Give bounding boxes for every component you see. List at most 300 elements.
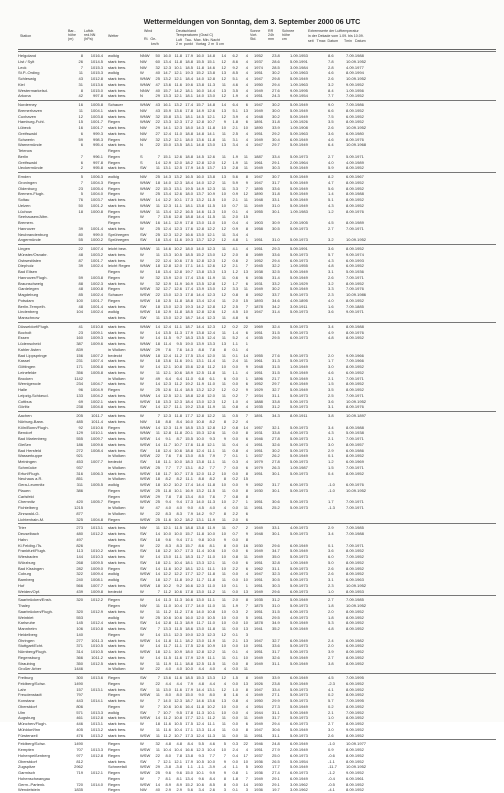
temp-night: 12.3: [207, 185, 215, 191]
temp-night: 11.5: [207, 487, 215, 493]
temp-min: 14.5: [196, 165, 204, 171]
temp-ground: 11: [221, 231, 226, 237]
precipitation: 3.9: [232, 113, 238, 119]
station-name: Bendorf: [18, 430, 33, 436]
wind-direction: NW: [140, 136, 147, 142]
temp-dewpoint: 9.4: [176, 499, 182, 505]
station-name: Westermarkelsd.: [18, 87, 48, 93]
temp-ground: 8: [223, 775, 226, 781]
wind-direction: WNW: [140, 81, 151, 87]
extreme-tmin: 1.2: [328, 459, 334, 464]
station-name: Aachen: [18, 413, 32, 418]
temp-max: 17.6: [185, 225, 193, 231]
temp-ground: 12: [221, 251, 226, 257]
temp-max: 19.3: [185, 70, 193, 76]
temp-min: 14.0: [196, 76, 204, 81]
temp-air: 2.9: [165, 787, 171, 793]
extreme-tmax: 29.6: [272, 588, 280, 594]
wind-direction: NW: [140, 603, 147, 608]
wind-direction: WSW: [140, 436, 151, 441]
extreme-tmax: 33.9: [272, 125, 280, 130]
temp-air: 9.1: [165, 436, 171, 441]
snow-depth: 11: [243, 202, 248, 208]
temp-max: 19.5: [185, 185, 193, 191]
snow-depth: 9: [245, 364, 248, 369]
temp-max: 19.6: [185, 81, 193, 87]
temp-air: 13.1: [163, 631, 171, 637]
precipitation: 2.4: [232, 358, 238, 364]
table-row: [18, 733, 496, 739]
wind-direction: SW: [140, 231, 147, 237]
temp-air: 12.7: [163, 404, 171, 410]
temp-ground: 10: [221, 608, 226, 614]
weather: stark bew.: [108, 303, 127, 309]
snow-depth: 7: [245, 603, 248, 608]
extreme-tmin-date: 6.09.1963: [346, 577, 364, 582]
temp-air: 15.3: [163, 185, 171, 191]
pressure: 1009.6: [90, 441, 103, 447]
extreme-tmin-date: 8.09.1952: [346, 747, 364, 752]
wind-speed: 11: [155, 208, 160, 214]
temp-min: 4.8: [198, 680, 204, 686]
temp-ground: 12: [221, 225, 226, 231]
temp-min: 8.2: [198, 464, 204, 470]
extreme-tmin-date: 7.09.1885: [346, 303, 364, 309]
station-height: 104: [76, 309, 83, 315]
temp-dewpoint: 9.5: [176, 709, 182, 715]
snow-depth: 5: [245, 764, 248, 770]
extreme-tmax-date: 5.09.1949: [290, 387, 308, 392]
pressure: 1007.4: [90, 358, 103, 364]
extreme-since: 1936: [254, 758, 263, 764]
extreme-tmin: 2.7: [328, 597, 334, 603]
precipitation: 2.0: [232, 516, 238, 522]
snow-depth: 4: [245, 76, 248, 81]
temp-ground: 11: [221, 649, 226, 654]
extreme-tmin: 2.3: [328, 582, 334, 588]
extreme-tmax-date: 5.09.1973: [290, 251, 308, 257]
extreme-since: 1951: [254, 614, 263, 620]
temp-min: 10.0: [196, 436, 204, 441]
weather: stark bew.: [108, 654, 127, 660]
temp-dewpoint: 12.8: [174, 269, 182, 274]
station-height: 7: [80, 153, 83, 159]
temp-max: 15.5: [185, 436, 193, 441]
station-height: 7: [80, 179, 83, 185]
wind-speed: 16: [155, 220, 160, 225]
extreme-tmin-date: 10.09.1968: [346, 142, 367, 148]
temp-air: 14.0: [163, 698, 171, 703]
temp-dewpoint: 10.7: [174, 548, 182, 554]
group-divider: [18, 739, 496, 740]
temp-ground: 11: [221, 404, 226, 410]
extreme-tmin-date: 7.09.1995: [346, 698, 364, 703]
weather: stark bew.: [108, 197, 127, 202]
extreme-tmin: 4.7: [328, 179, 334, 185]
precipitation: 0.0: [232, 643, 238, 649]
temp-dewpoint: 7.8: [176, 493, 182, 499]
wind-speed: 14: [155, 654, 160, 660]
temp-max: 15.0: [185, 692, 193, 698]
extreme-tmax: 33.6: [272, 251, 280, 257]
extreme-since: 1951: [254, 582, 263, 588]
wind-direction: NW: [140, 58, 147, 64]
precipitation: 2.2: [232, 510, 238, 516]
extreme-tmin-date: 8.09.1952: [346, 548, 364, 554]
extreme-tmin: 1.0: [328, 588, 334, 594]
temp-night: 10.9: [207, 191, 215, 197]
pressure: 1006.8: [90, 364, 103, 369]
wind-speed: 7: [157, 153, 160, 159]
station-name: Leinefelde: [18, 369, 37, 375]
wind-speed: 11: [155, 202, 160, 208]
extreme-tmin: 3.0: [328, 726, 334, 732]
station-height: 43: [78, 76, 83, 81]
temp-max: 17.7: [185, 715, 193, 721]
temp-air: 13.0: [163, 554, 171, 559]
temp-night: 8.4: [209, 775, 215, 781]
extreme-tmax: 29.1: [272, 781, 280, 787]
temp-ground: 9: [223, 770, 226, 775]
wind-direction: SW: [140, 559, 147, 565]
table-row: [18, 315, 496, 321]
extreme-since: 1979: [254, 459, 263, 464]
extreme-since: 1949: [254, 715, 263, 721]
temp-night: 11.0: [207, 220, 215, 225]
extreme-tmax-date: 5.09.1973: [290, 447, 308, 453]
pressure: 1014.0: [90, 781, 103, 787]
extreme-tmin-date: 8.09.1952: [346, 660, 364, 666]
extreme-since: 1949: [254, 548, 263, 554]
wind-speed: 11: [155, 747, 160, 752]
temp-ground: 4: [223, 680, 226, 686]
temp-max: 18.0: [185, 125, 193, 130]
station-name: Konstanz: [18, 698, 35, 703]
extreme-since: 1947: [254, 309, 263, 315]
extreme-since: 1878: [254, 303, 263, 309]
snow-depth: 10: [243, 309, 248, 315]
temp-dewpoint: 12.6: [174, 286, 182, 292]
temp-max: 16.6: [185, 231, 193, 237]
temp-dewpoint: 11.8: [174, 309, 182, 315]
station-name: Seehausen/Altm.: [18, 214, 49, 220]
snow-depth: 4: [245, 142, 248, 148]
extreme-since: 1937: [254, 752, 263, 758]
temp-dewpoint: 11.8: [174, 58, 182, 64]
temp-dewpoint: 10.1: [174, 64, 182, 70]
extreme-tmax-date: 6.09.1949: [290, 381, 308, 387]
table-row: [18, 165, 496, 171]
extreme-tmin: 4.0: [328, 297, 334, 303]
extreme-tmin-date: 8.09.1952: [346, 179, 364, 185]
extreme-since: 1951: [254, 93, 263, 99]
precipitation: 0.9: [232, 225, 238, 231]
extreme-tmin: 3.0: [328, 364, 334, 369]
station-name: Nürnberg/Flugh.: [18, 649, 47, 654]
temp-min: 12.8: [196, 309, 204, 315]
weather: stark bew.: [108, 125, 127, 130]
station-name: Cuxhaven: [18, 113, 37, 119]
temp-ground: 13: [221, 107, 226, 113]
wind-speed: 40: [155, 70, 160, 76]
station-name: Nürburg-Barw.: [18, 418, 44, 424]
temp-air: 13.0: [163, 303, 171, 309]
weather: wolkig: [108, 174, 120, 179]
temp-min: 11.4: [196, 548, 204, 554]
wind-direction: WSW: [140, 732, 151, 738]
extreme-since: 1951: [254, 505, 263, 510]
weather: stark bew.: [108, 369, 127, 375]
wind-direction: WNW: [140, 113, 151, 119]
extreme-tmin: 2.1: [328, 375, 334, 381]
temp-dewpoint: 11.4: [174, 387, 182, 392]
station-height: 453: [76, 459, 83, 464]
extreme-tmin: 0.2: [328, 703, 334, 709]
extreme-tmax-date: 5.09.1973: [290, 499, 308, 505]
extreme-tmax: 33.9: [272, 675, 280, 680]
snow-depth: 14: [243, 781, 248, 787]
extreme-since: 1947: [254, 174, 263, 179]
temp-night: 13.0: [207, 251, 215, 257]
station-height: 113: [76, 548, 83, 554]
extreme-tmax-date: 5.09.1973: [290, 505, 308, 510]
wind-speed: 18: [155, 352, 160, 358]
snow-depth: 13: [243, 107, 248, 113]
wind-direction: W: [140, 741, 144, 747]
station-name: Meiningen: [18, 459, 37, 464]
extreme-tmax: 31.3: [272, 358, 280, 364]
wind-speed: 22: [155, 257, 160, 263]
pressure: 999.0: [92, 231, 103, 237]
pressure: 1000.8: [90, 208, 103, 214]
extreme-tmax-date: 6.09.1973: [290, 257, 308, 263]
extreme-tmin-date: 7.09.1971: [346, 505, 364, 510]
station-name: Bad Lippspringe: [18, 352, 47, 358]
pressure: 1010.5: [90, 643, 103, 649]
station-name: Potsdam: [18, 297, 34, 303]
station-height: 851: [76, 476, 83, 482]
temp-ground: 10: [221, 643, 226, 649]
snow-depth: 7: [245, 413, 248, 418]
wind-direction: W: [140, 375, 144, 381]
station-name: Schwerin: [18, 136, 35, 142]
pressure: 1004.2: [90, 392, 103, 398]
temp-night: 8.0: [209, 692, 215, 698]
header-snow: Schnee höhe cm: [282, 29, 295, 42]
extreme-tmax: 30.5: [272, 225, 280, 231]
extreme-tmax: 31.0: [272, 603, 280, 608]
temp-night: 10.6: [207, 548, 215, 554]
wind-speed: 18: [155, 358, 160, 364]
temp-dewpoint: 8.2: [176, 476, 182, 482]
temp-min: 13.8: [196, 459, 204, 464]
temp-night: 11.8: [207, 482, 215, 487]
wind-direction: SW: [140, 709, 147, 715]
temp-dewpoint: 9.7: [176, 335, 182, 341]
precipitation: 0.2: [232, 387, 238, 392]
temp-dewpoint: 11.1: [174, 404, 182, 410]
station-height: 5: [80, 191, 83, 197]
station-name: Magdeburg: [18, 292, 39, 297]
weather: wolkig: [108, 709, 120, 715]
extreme-tmin: -4.1: [328, 787, 335, 793]
temp-night: 12.8: [207, 76, 215, 81]
extreme-since: 1895: [254, 185, 263, 191]
temp-min: 12.1: [196, 715, 204, 721]
temp-night: 12.1: [207, 441, 215, 447]
pressure: 1012.8: [90, 752, 103, 758]
extreme-tmax-date: 5.09.1973: [290, 237, 308, 243]
wind-speed: 7: [157, 698, 160, 703]
precipitation: 5.2: [232, 335, 238, 341]
extremes: [248, 589, 432, 595]
temp-night: 12.2: [207, 649, 215, 654]
wind-direction: WSW: [140, 292, 151, 297]
extreme-since: 1949: [254, 525, 263, 531]
extreme-tmax: 30.7: [272, 174, 280, 179]
wind-direction: SW: [140, 165, 147, 171]
temp-max: 15.0: [185, 770, 193, 775]
snow-depth: 6: [245, 510, 248, 516]
temp-ground: 4: [223, 666, 226, 672]
weather: stark bew.: [108, 726, 127, 732]
extreme-tmin: 3.6: [328, 548, 334, 554]
extreme-tmin: 3.2: [328, 237, 334, 243]
temp-air: 7.6: [165, 346, 171, 352]
temp-night: 12.8: [207, 303, 215, 309]
temp-dewpoint: 11.9: [174, 424, 182, 430]
temp-dewpoint: 4.0: [176, 505, 182, 510]
pressure: 1003.8: [90, 113, 103, 119]
extreme-tmin: 4.8: [328, 263, 334, 269]
temp-ground: 12: [221, 257, 226, 263]
temp-max: 20.1: [185, 430, 193, 436]
station-height: 106: [76, 626, 83, 631]
wind-direction: NNW: [140, 87, 150, 93]
wind-speed: 14: [155, 436, 160, 441]
station-name: Bremen-Flugh.: [18, 191, 45, 197]
temp-ground: 10: [221, 208, 226, 214]
extreme-tmin-date: 10.09.1986: [346, 292, 367, 297]
weather: stark bew.: [108, 732, 127, 738]
extreme-tmin-date: 6.09.1986: [346, 447, 364, 453]
weather: Regen: [108, 214, 120, 220]
extreme-tmax: 31.5: [272, 369, 280, 375]
precipitation: 0.4: [232, 441, 238, 447]
station-name: München/Flugh.: [18, 721, 47, 726]
precipitation: 0.0: [232, 721, 238, 726]
station-name: Bremerhaven: [18, 107, 43, 113]
temp-dewpoint: 10.6: [174, 614, 182, 620]
wind-speed: 25: [155, 516, 160, 522]
precipitation: 0.0: [232, 758, 238, 764]
extreme-tmin: 0.2: [328, 692, 334, 698]
weather: Regen: [108, 179, 120, 185]
temp-max: 16.6: [185, 582, 193, 588]
temp-dewpoint: 12.2: [174, 315, 182, 320]
temp-air: 15.7: [163, 87, 171, 93]
extreme-tmax-date: 1.09.1987: [290, 464, 308, 470]
temp-air: 13.4: [163, 58, 171, 64]
extreme-tmin: -1.2: [328, 770, 335, 775]
extreme-tmax: 29.1: [272, 775, 280, 781]
extreme-tmax-date: 5.09.1949: [290, 654, 308, 660]
extreme-tmax: 29.1: [272, 159, 280, 165]
temp-min: 8.0: [198, 493, 204, 499]
snow-depth: 6: [245, 721, 248, 726]
temp-air: 13.9: [163, 274, 171, 280]
extreme-tmax: 25.0: [272, 752, 280, 758]
snow-depth: 6: [245, 102, 248, 107]
snow-depth: 4: [245, 398, 248, 404]
snow-depth: 11: [243, 505, 248, 510]
temp-ground: 8: [223, 542, 226, 548]
temp-night: 6.1: [209, 375, 215, 381]
temp-ground: 12: [221, 93, 226, 99]
temp-min: 13.0: [196, 597, 204, 603]
temp-max: 18.2: [185, 159, 193, 165]
precipitation: 0.9: [232, 191, 238, 197]
pressure: 1013.6: [90, 675, 103, 680]
station-name: Brocken: [18, 375, 33, 381]
temp-ground: 3: [223, 787, 226, 793]
extreme-tmax: 31.1: [272, 709, 280, 715]
extreme-tmax-date: 5.09.1949: [290, 703, 308, 709]
temp-air: 11.8: [163, 637, 171, 643]
precipitation: 1.9: [232, 153, 238, 159]
station-height: 1490: [74, 680, 83, 686]
extreme-tmin-date: 8.09.1952: [346, 470, 364, 476]
wind-direction: WNW: [140, 341, 151, 346]
temp-max: 17.7: [185, 413, 193, 418]
precipitation: 1.5: [232, 675, 238, 680]
precipitation: 0.0: [232, 536, 238, 542]
pressure: 1013.2: [90, 732, 103, 738]
extreme-since: 1949: [254, 660, 263, 666]
weather: wolkig: [108, 577, 120, 582]
snow-depth: 10: [243, 620, 248, 626]
temp-min: 9.6: [198, 775, 204, 781]
precipitation: 0.4: [232, 752, 238, 758]
station-height: 806: [76, 703, 83, 709]
weather: stark bew.: [108, 142, 127, 148]
temp-air: 14.3: [163, 174, 171, 179]
wind-direction: WNW: [140, 202, 151, 208]
extreme-tmax: 29.4: [272, 257, 280, 263]
temp-night: 11.5: [207, 660, 215, 666]
station-name: Bad Hersfeld: [18, 447, 42, 453]
pressure: 1014.1: [90, 698, 103, 703]
temp-ground: 11: [221, 516, 226, 522]
wind-direction: WSW: [140, 516, 151, 522]
temp-night: 11.8: [207, 369, 215, 375]
extreme-tmin-date: 5.09.1938: [346, 430, 364, 436]
wind-direction: SW: [140, 758, 147, 764]
temp-dewpoint: 10.4: [174, 559, 182, 565]
extreme-tmin-date: 7.09.1971: [346, 499, 364, 505]
precipitation: 0.0: [232, 620, 238, 626]
precipitation: 5.1: [232, 76, 238, 81]
wind-speed: 29: [155, 125, 160, 130]
temp-max: 17.5: [185, 721, 193, 726]
temp-air: 12.2: [163, 548, 171, 554]
station-height: 23: [78, 185, 83, 191]
temp-max: 17.6: [185, 608, 193, 614]
extreme-tmin: 8.4: [328, 87, 334, 93]
extreme-tmax: 32.6: [272, 654, 280, 660]
station-height: 48: [78, 303, 83, 309]
precipitation: 0.8: [232, 554, 238, 559]
